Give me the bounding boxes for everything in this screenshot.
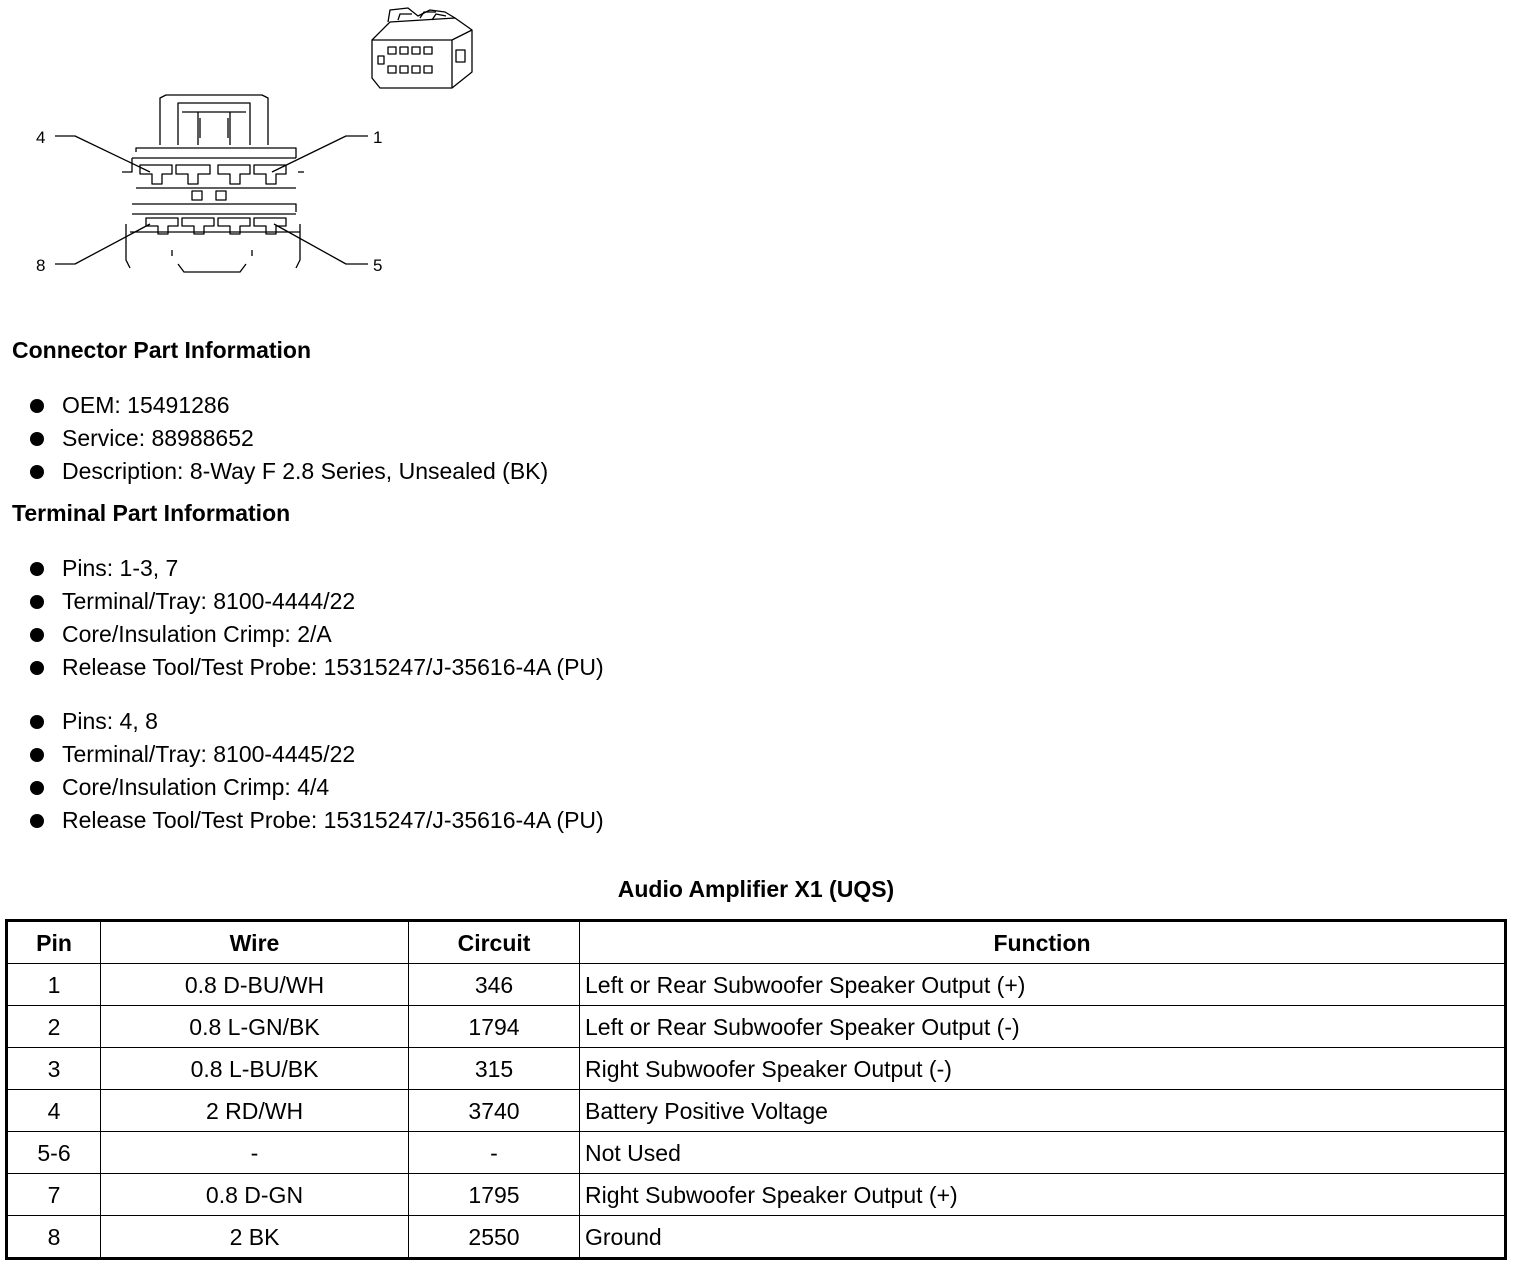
- list-item-text: Description: 8-Way F 2.8 Series, Unsealed (BK): [62, 458, 549, 484]
- list-item: [28, 738, 604, 771]
- list-item-text: Terminal/Tray: 8100-4444/22: [62, 588, 356, 614]
- pin-label-1: 1: [373, 128, 383, 147]
- table-row: [7, 1216, 1506, 1259]
- bullet-icon: [30, 399, 44, 413]
- bullet-icon: [30, 814, 44, 828]
- cell-pin: 2: [7, 1006, 101, 1048]
- table-row: [7, 1132, 1506, 1174]
- bullet-icon: [30, 595, 44, 609]
- pin-label-8: 8: [36, 256, 46, 275]
- cell-wire: 0.8 L-BU/BK: [101, 1048, 409, 1090]
- list-item: [28, 618, 604, 651]
- list-item: [28, 455, 548, 488]
- list-item-text: Pins: 1-3, 7: [62, 555, 179, 581]
- bullet-icon: [30, 432, 44, 446]
- bullet-icon: [30, 781, 44, 795]
- pinout-table: [5, 919, 1507, 1260]
- bullet-icon: [30, 465, 44, 479]
- cell-circuit: 2550: [409, 1216, 580, 1259]
- cell-pin: 8: [7, 1216, 101, 1259]
- bullet-icon: [30, 715, 44, 729]
- cell-wire: 0.8 D-BU/WH: [101, 964, 409, 1006]
- bullet-icon: [30, 748, 44, 762]
- list-item-text: Service: 88988652: [62, 425, 254, 451]
- cell-function: Right Subwoofer Speaker Output (-): [580, 1048, 1506, 1090]
- cell-circuit: 1795: [409, 1174, 580, 1216]
- list-item: [28, 552, 604, 585]
- bullet-icon: [30, 628, 44, 642]
- terminal-part-list-2: [28, 705, 604, 837]
- cell-circuit: 346: [409, 964, 580, 1006]
- bullet-icon: [30, 661, 44, 675]
- cell-function: Left or Rear Subwoofer Speaker Output (+): [580, 964, 1506, 1006]
- list-item: [28, 651, 604, 684]
- column-header-function: Function: [580, 921, 1506, 964]
- connector-part-list: [28, 389, 548, 488]
- connector-diagram: [0, 0, 520, 300]
- connector-front-view: [55, 95, 368, 272]
- cell-pin: 1: [7, 964, 101, 1006]
- connector-isometric-view: [372, 8, 472, 88]
- column-header-circuit: Circuit: [409, 921, 580, 964]
- list-item: [28, 705, 604, 738]
- connector-part-heading: Connector Part Information: [12, 337, 312, 363]
- cell-wire: 0.8 L-GN/BK: [101, 1006, 409, 1048]
- list-item-text: OEM: 15491286: [62, 392, 230, 418]
- cell-function: Battery Positive Voltage: [580, 1090, 1506, 1132]
- list-item-text: Core/Insulation Crimp: 4/4: [62, 774, 330, 800]
- cell-pin: 7: [7, 1174, 101, 1216]
- list-item: [28, 585, 604, 618]
- cell-function: Ground: [580, 1216, 1506, 1259]
- list-item: [28, 389, 548, 422]
- table-row: [7, 964, 1506, 1006]
- list-item-text: Pins: 4, 8: [62, 708, 158, 734]
- terminal-part-list-1: [28, 552, 604, 684]
- cell-pin: 3: [7, 1048, 101, 1090]
- table-row: [7, 1006, 1506, 1048]
- cell-circuit: 315: [409, 1048, 580, 1090]
- table-header-row: [7, 921, 1506, 964]
- table-row: [7, 1174, 1506, 1216]
- table-row: [7, 1048, 1506, 1090]
- pin-label-4: 4: [36, 128, 46, 147]
- table-row: [7, 1090, 1506, 1132]
- cell-circuit: 3740: [409, 1090, 580, 1132]
- list-item: [28, 771, 604, 804]
- cell-circuit: -: [409, 1132, 580, 1174]
- table-title: Audio Amplifier X1 (UQS): [617, 876, 895, 902]
- list-item-text: Core/Insulation Crimp: 2/A: [62, 621, 332, 647]
- cell-pin: 5-6: [7, 1132, 101, 1174]
- list-item-text: Terminal/Tray: 8100-4445/22: [62, 741, 356, 767]
- cell-wire: -: [101, 1132, 409, 1174]
- column-header-wire: Wire: [101, 921, 409, 964]
- cell-wire: 2 RD/WH: [101, 1090, 409, 1132]
- list-item-text: Release Tool/Test Probe: 15315247/J-35616-4A (PU): [62, 807, 604, 833]
- cell-wire: 2 BK: [101, 1216, 409, 1259]
- cell-pin: 4: [7, 1090, 101, 1132]
- cell-wire: 0.8 D-GN: [101, 1174, 409, 1216]
- list-item: [28, 804, 604, 837]
- cell-function: Right Subwoofer Speaker Output (+): [580, 1174, 1506, 1216]
- cell-circuit: 1794: [409, 1006, 580, 1048]
- list-item: [28, 422, 548, 455]
- pin-label-5: 5: [373, 256, 383, 275]
- cell-function: Not Used: [580, 1132, 1506, 1174]
- column-header-pin: Pin: [7, 921, 101, 964]
- bullet-icon: [30, 562, 44, 576]
- list-item-text: Release Tool/Test Probe: 15315247/J-35616-4A (PU): [62, 654, 604, 680]
- terminal-part-heading: Terminal Part Information: [12, 500, 291, 526]
- cell-function: Left or Rear Subwoofer Speaker Output (-): [580, 1006, 1506, 1048]
